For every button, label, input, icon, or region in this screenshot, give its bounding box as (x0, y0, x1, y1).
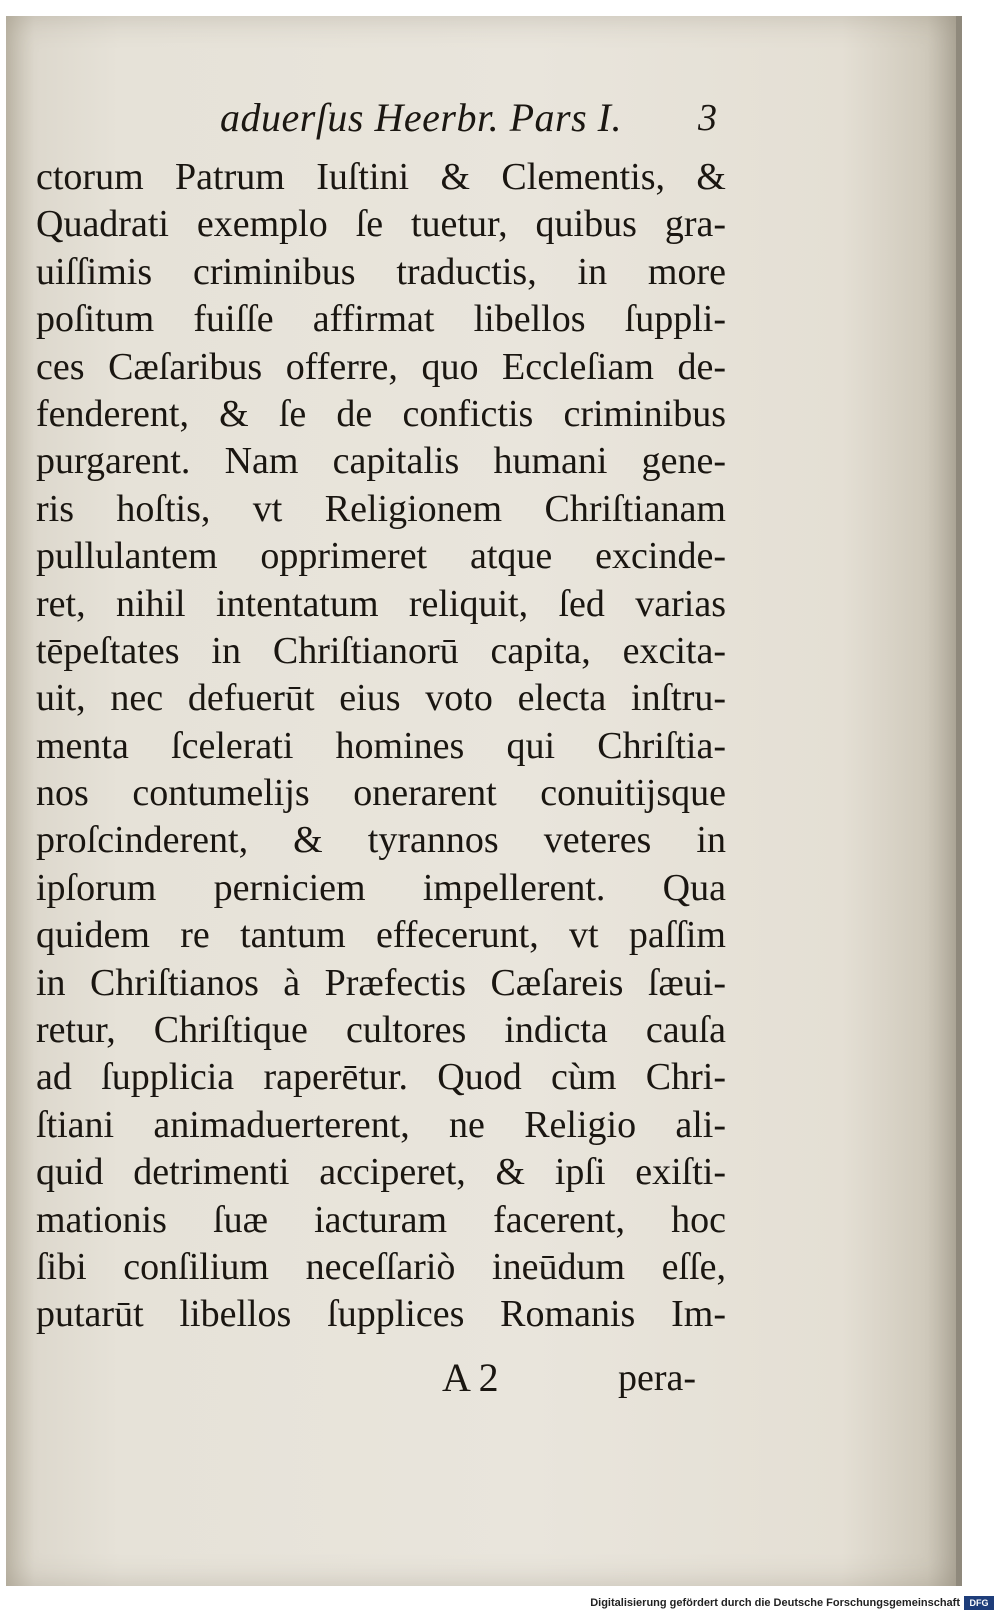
text-line: uiſſimis criminibus traductis, in more (36, 250, 726, 293)
footer-bar (0, 1591, 1000, 1613)
text-line: ret, nihil intentatum reliquit, ſed varias (36, 582, 726, 625)
text-line: ces Cæſaribus offerre, quo Eccleſiam de- (36, 345, 726, 388)
text-line: pullulantem opprimeret atque excinde- (36, 535, 726, 578)
text-line: uit, nec defuerūt eius voto electa inſtru- (36, 677, 726, 720)
catchword: pera- (618, 1357, 697, 1399)
text-line: ad ſupplicia raperētur. Quod cùm Chri- (36, 1056, 726, 1099)
text-line: ipſorum perniciem impellerent. Qua (36, 866, 726, 909)
text-line: tēpeſtates in Chriſtianorū capita, excita- (36, 629, 726, 672)
footer-credit: Digitalisierung gefördert durch die Deutsche Forschungsgemeinschaft (590, 1597, 960, 1609)
text-line: in Chriſtianos à Præfectis Cæſareis ſæui- (36, 961, 726, 1004)
text-line: fenderent, & ſe de confictis criminibus (36, 392, 726, 435)
text-line: ctorum Patrum Iuſtini & Clementis, & (36, 156, 726, 198)
text-line: retur, Chriſtique cultores indicta cauſa (36, 1009, 726, 1052)
text-line: mationis ſuæ iacturam facerent, hoc (36, 1198, 726, 1241)
page-number: 3 (698, 97, 717, 139)
text-line: nos contumelijs onerarent conuitijsque (36, 772, 726, 815)
text-line: quid detrimenti acciperet, & ipſi exiſti- (36, 1151, 726, 1194)
signature-mark: A 2 (442, 1355, 499, 1400)
text-line: putarūt libellos ſupplices Romanis Im- (36, 1293, 726, 1336)
text-line: ſtiani animaduerterent, ne Religio ali- (36, 1103, 726, 1146)
book-page (6, 16, 962, 1586)
text-line: menta ſcelerati homines qui Chriſtia- (36, 724, 726, 767)
text-line: ris hoſtis, vt Religionem Chriſtianam (36, 487, 726, 530)
text-line: Quadrati exemplo ſe tuetur, quibus gra- (36, 203, 726, 246)
dfg-logo: DFG (964, 1596, 994, 1610)
text-line: ſibi conſilium neceſſariò ineūdum eſſe, (36, 1245, 726, 1288)
text-line: poſitum fuiſſe affirmat libellos ſuppli- (36, 298, 726, 341)
running-head: aduerſus Heerbr. Pars I. (220, 95, 622, 140)
text-line: purgarent. Nam capitalis humani gene- (36, 440, 726, 483)
text-line: proſcinderent, & tyrannos veteres in (36, 819, 726, 862)
text-line: quidem re tantum effecerunt, vt paſſim (36, 914, 726, 957)
body-text (36, 154, 726, 1339)
